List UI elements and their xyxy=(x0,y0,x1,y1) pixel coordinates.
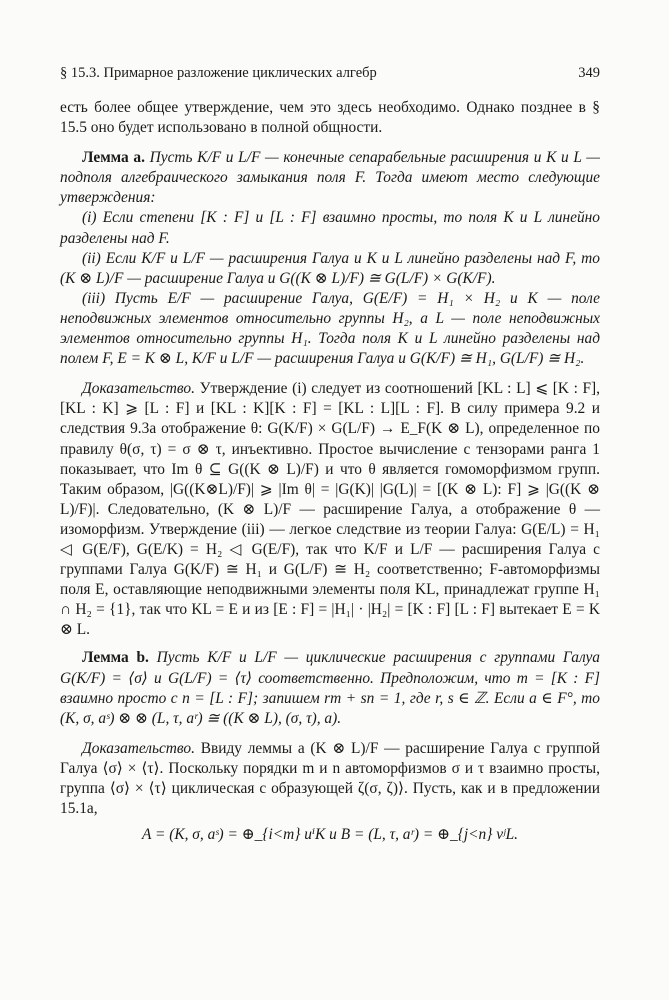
proof-a-label: Доказательство. xyxy=(82,380,195,398)
lemma-a-statement xyxy=(60,148,600,208)
proof-a-text: Утверждение (i) следует из соотношений [KL : L] ⩽ [K : F], [KL : K] ⩾ [L : F] и [KL : K][K : F] = [KL : L][L : F]. В силу примера 9.2 и следствия 9.3а отображение θ: G(K/F) × G(L/F) → E_F(K ⊗ L), определенное по правилу θ(σ, τ) = σ ⊗ τ, инъективно. Простое вычисление с тензорами ранга 1 показывает, что Im θ ⊆ G((K ⊗ L)/F) и что θ является гомоморфизмом групп. Таким образом, |G((K⊗L)/F)| ⩾ |Im θ| = |G(K)| |G(L)| = [(K ⊗ L): F] ⩾ |G((K ⊗ L)/F)|. Следовательно, (K ⊗ L)/F — расширение Галуа, а отображение θ — изоморфизм. Утверждение (iii) — легкое следствие из теории Галуа: G(E/L) = H₁ ◁ G(E/F), G(E/K) = H₂ ◁ G(E/F), так что K/F и L/F — расширения Галуа с группами Галуа G(K/F) ≅ H₁ и G(L/F) ≅ H₂ соответственно; F-автоморфизмы поля E, оставляющие неподвижными элементы поля KL, принадлежат группе H₁ ∩ H₂ = {1}, так что KL = E и из [E : F] = |H₁| · |H₂| = [K : F] [L : F] вытекает E = K ⊗ L. xyxy=(60,380,600,639)
section-title: § 15.3. Примарное разложение циклических алгебр xyxy=(60,65,377,81)
lemma-a-label: Лемма a. xyxy=(82,149,145,167)
lemma-b-text: Пусть K/F и L/F — циклические расширения с группами Галуа G(K/F) = ⟨σ⟩ и G(L/F) = ⟨τ⟩ соответственно. Предположим, что m = [K : F] взаимно просто с n = [L : F]; запишем rm + sn = 1, где r, s ∈ ℤ. Если a ∈ F°, то (K, σ, aˢ) ⊗ ⊗ (L, τ, aʳ) ≅ ((K ⊗ L), (σ, τ), a). xyxy=(60,649,600,727)
lemma-a-item-ii: (ii) Если K/F и L/F — расширения Галуа и K и L линейно разделены над F, то (K ⊗ L)/F — расширение Галуа и G((K ⊗ L)/F) ≅ G(L/F) × G(K/F). xyxy=(60,249,600,287)
proof-b xyxy=(60,739,600,819)
page-number: 349 xyxy=(578,65,600,81)
display-equation: A = (K, σ, aˢ) = ⊕_{i<m} uⁱK и B = (L, τ, aʳ) = ⊕_{j<n} vʲL. xyxy=(142,826,518,844)
intro-paragraph: есть более общее утверждение, чем это здесь необходимо. Однако позднее в § 15.5 оно будет использовано в полной общности. xyxy=(60,99,600,137)
lemma-b-label: Лемма b. xyxy=(82,649,149,667)
proof-b-text: Ввиду леммы a (K ⊗ L)/F — расширение Галуа с группой Галуа ⟨σ⟩ × ⟨τ⟩. Поскольку порядки m и n автоморфизмов σ и τ взаимно просты, группа ⟨σ⟩ × ⟨τ⟩ циклическая с образующей ζ(σ, ζ)⟩. Пусть, как и в предложении 15.1а, xyxy=(60,739,600,818)
page-body xyxy=(60,98,600,845)
proof-a xyxy=(60,379,600,640)
lemma-b-statement xyxy=(60,648,600,728)
proof-b-label: Доказательство. xyxy=(82,739,195,757)
lemma-a-text: Пусть K/F и L/F — конечные сепарабельные расширения и K и L — подполя алгебраического замыкания поля F. Тогда имеют место следующие утверждения: xyxy=(60,149,600,207)
lemma-a-item-iii: (iii) Пусть E/F — расширение Галуа, G(E/F) = H₁ × H₂ и K — поле неподвижных элементов относительно группы H₂, а L — поле неподвижных элементов относительно группы H₁. Тогда поля K и L линейно разделены над полем F, E = K ⊗ L, K/F и L/F — расширения Галуа и G(K/F) ≅ H₁, G(L/F) ≅ H₂. xyxy=(60,289,600,368)
lemma-a-item-i: (i) Если степени [K : F] и [L : F] взаимно просты, то поля K и L линейно разделены над F. xyxy=(60,209,600,247)
